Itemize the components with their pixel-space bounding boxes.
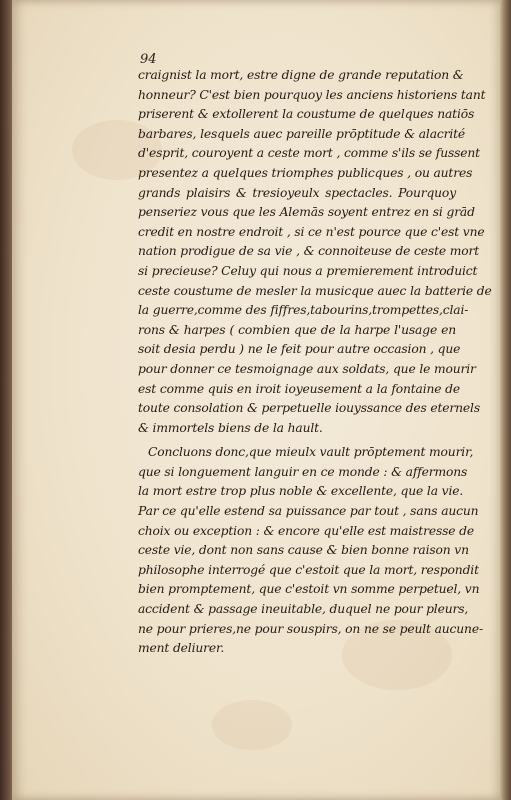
text-line: si precieuse? Celuy qui nous a premierement introduict: [138, 263, 478, 278]
text-line: nation prodigue de sa vie , & connoiteuse de ceste mort: [138, 244, 480, 259]
text-line: priserent & extollerent la coustume de quelques natiōs: [138, 107, 475, 122]
text-line: ment deliurer.: [138, 641, 225, 656]
text-line: d'esprit, couroyent a ceste mort , comme s'ils se fussent: [138, 146, 480, 161]
text-line: soit desia perdu ) ne le feit pour autre occasion , que: [138, 342, 461, 357]
text-line: craignist la mort, estre digne de grande reputation &: [138, 68, 464, 82]
text-line: est comme quis en iroit ioyeusement a la fontaine de: [138, 381, 461, 396]
text-line: presentez a quelques triomphes publicques , ou autres: [138, 165, 473, 180]
text-line: ne pour prieres,ne pour souspirs, on ne se peult aucune-: [138, 621, 483, 636]
text-line: Concluons donc,que mieulx vault prōptement mourir,: [148, 445, 474, 460]
text-line: ceste vie, dont non sans cause & bien bonne raison vn: [138, 543, 469, 558]
text-line: que si longuement languir en ce monde : & affermons: [138, 464, 468, 479]
text-line: la mort estre trop plus noble & excellente, que la vie.: [138, 484, 464, 499]
text-line: toute consolation & perpetuelle iouyssance des eternels: [138, 401, 480, 416]
text-line: ceste coustume de mesler la musicque auec la batterie de: [138, 283, 492, 298]
text-line: philosophe interrogé que c'estoit que la mort, respondit: [138, 562, 479, 577]
text-line: accident & passage ineuitable, duquel ne pour pleurs,: [138, 602, 469, 617]
text-line: barbares, lesquels auec pareille prōptitude & alacrité: [138, 126, 466, 141]
text-line: & immortels biens de la hault.: [138, 420, 323, 435]
paper-stain: [212, 700, 292, 750]
text-line: credit en nostre endroit , si ce n'est pource que c'est vne: [138, 224, 485, 239]
text-line: choix ou exception : & encore qu'elle est maistresse de: [138, 523, 475, 538]
text-line: Par ce qu'elle estend sa puissance par tout , sans aucun: [138, 504, 479, 519]
page-number: 94: [140, 52, 157, 67]
text-line: penseriez vous que les Alemās soyent entrez en si grād: [138, 205, 475, 220]
text-line: grands plaisirs & tresioyeulx spectacles. Pourquoy: [138, 185, 456, 200]
text-line: pour donner ce tesmoignage aux soldats, que le mourir: [138, 361, 476, 376]
text-line: la guerre,comme des fiffres,tabourins,trompettes,clai-: [138, 303, 469, 318]
text-line: bien promptement, que c'estoit vn somme perpetuel, vn: [138, 582, 480, 597]
text-line: rons & harpes ( combien que de la harpe l'usage en: [138, 322, 456, 337]
body-text: [138, 66, 492, 659]
text-line: honneur? C'est bien pourquoy les anciens historiens tant: [138, 87, 486, 102]
page-edge: [500, 0, 511, 800]
